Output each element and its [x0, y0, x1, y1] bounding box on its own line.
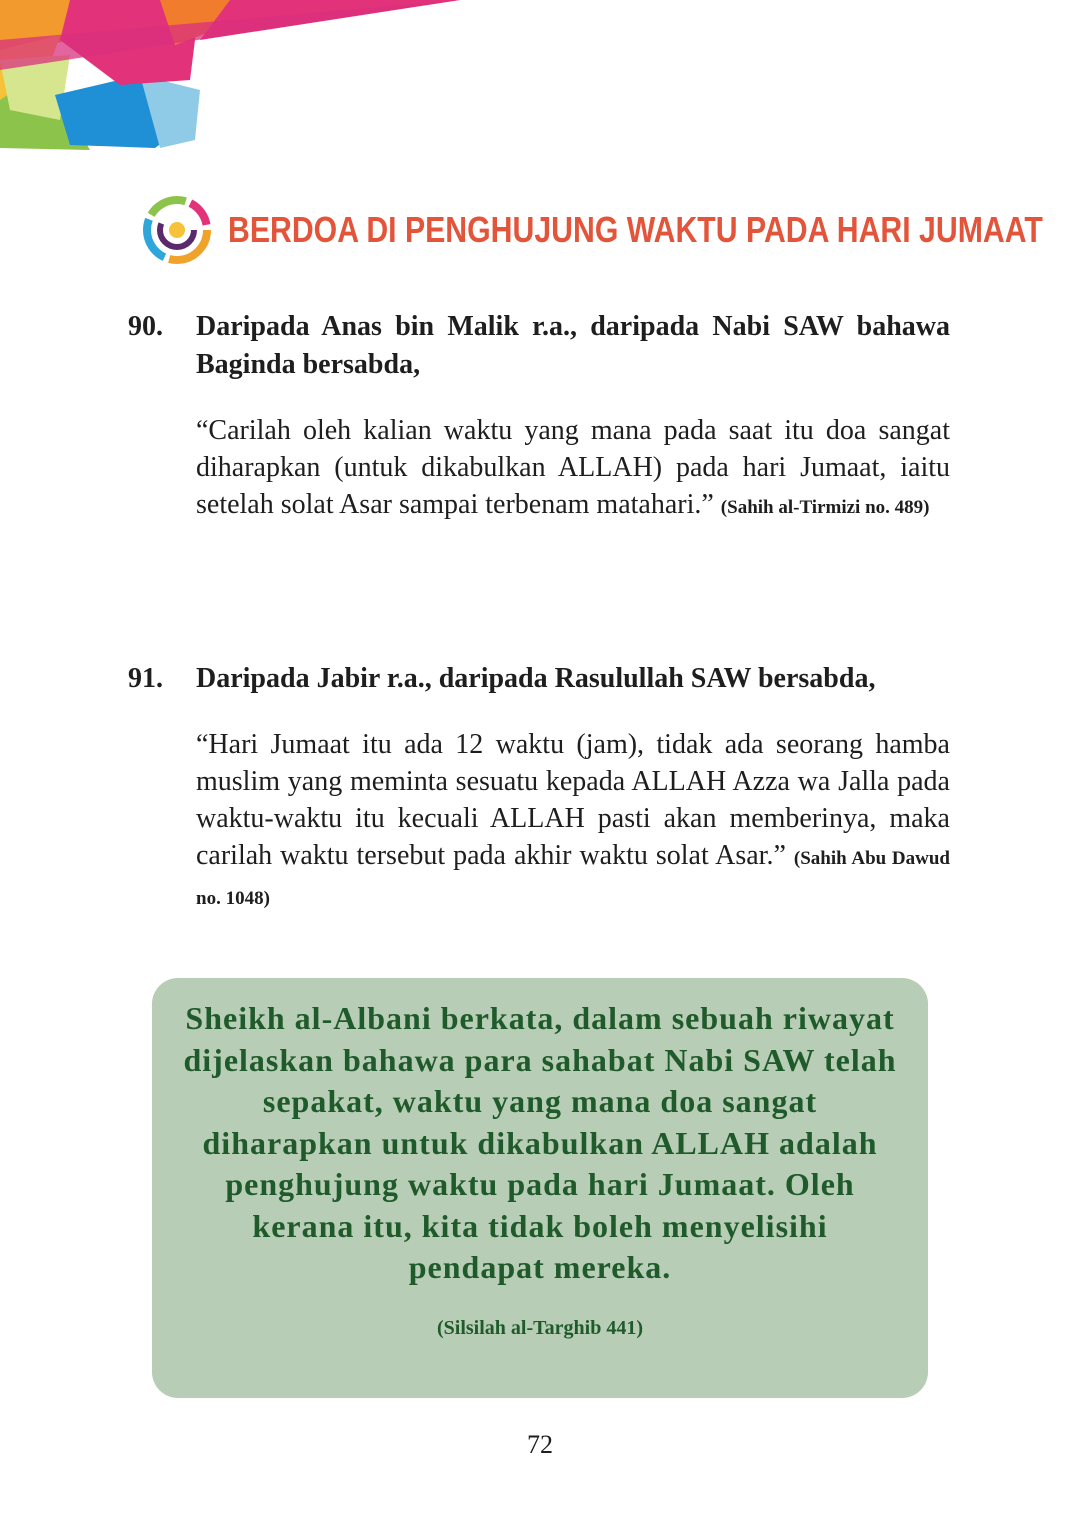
- hadith-quote: [196, 726, 950, 917]
- note-reference: (Silsilah al-Targhib 441): [437, 1316, 643, 1339]
- ring-logo-icon: [140, 193, 214, 267]
- hadith-reference: (Sahih Abu Dawud no. 1048): [196, 848, 950, 909]
- corner-geometric-art: [0, 0, 480, 160]
- hadith-intro: Daripada Anas bin Malik r.a., daripada Nabi SAW bahawa Baginda bersabda,: [196, 311, 950, 380]
- hadith-quote-text: “Carilah oleh kalian waktu yang mana pada saat itu doa sangat diharapkan (untuk dikabulkan ALLAH) pada hari Jumaat, iaitu setelah solat Asar sampai terbenam matahari.”: [196, 415, 950, 520]
- page-number: 72: [527, 1430, 553, 1459]
- hadith-number: 91.: [128, 663, 163, 694]
- page-title: BERDOA DI PENGHUJUNG WAKTU PADA HARI JUMAAT: [228, 209, 1043, 250]
- hadith-quote: [196, 412, 950, 526]
- note-box: [152, 978, 928, 1398]
- hadith-entry: [128, 308, 950, 526]
- hadith-reference: (Sahih al-Tirmizi no. 489): [720, 497, 930, 518]
- hadith-entry: [128, 660, 950, 917]
- hadith-number: 90.: [128, 311, 163, 342]
- hadith-quote-text: “Hari Jumaat itu ada 12 waktu (jam), tidak ada seorang hamba muslim yang meminta sesuatu kepada ALLAH Azza wa Jalla pada waktu-waktu itu kecuali ALLAH pasti akan memberinya, maka carilah waktu tersebut pada akhir waktu solat Asar.”: [196, 729, 950, 871]
- section-heading: [140, 190, 1043, 270]
- hadith-intro: Daripada Jabir r.a., daripada Rasulullah SAW bersabda,: [196, 663, 876, 694]
- note-text: Sheikh al-Albani berkata, dalam sebuah riwayat dijelaskan bahawa para sahabat Nabi SAW telah sepakat, waktu yang mana doa sangat diharapkan untuk dikabulkan ALLAH adalah penghujung waktu pada hari Jumaat. Oleh kerana itu, kita tidak boleh menyelisihi pendapat mereka.: [183, 1000, 897, 1285]
